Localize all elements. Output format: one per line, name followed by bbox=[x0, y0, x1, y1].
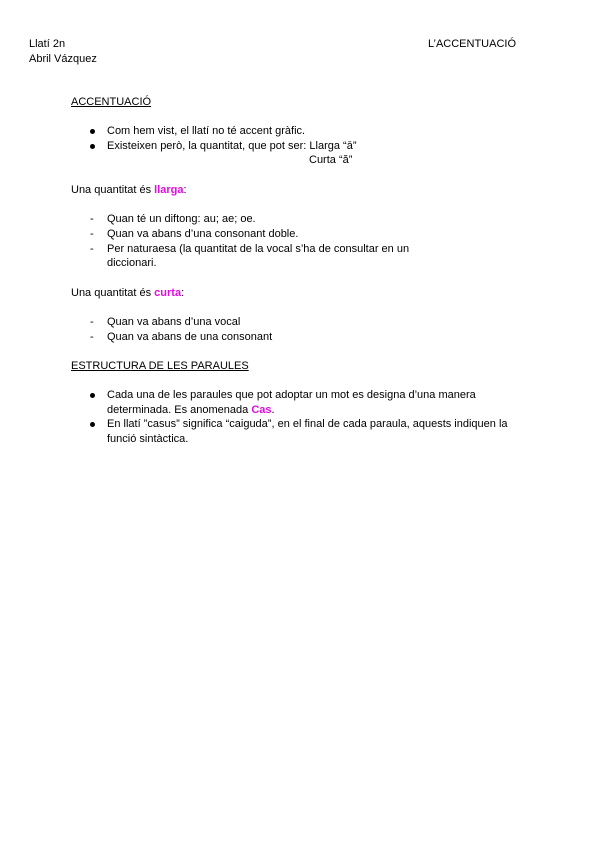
list-item-continuation: funció sintàctica. bbox=[107, 433, 189, 445]
highlight-llarga: llarga bbox=[154, 184, 184, 196]
paragraph-colon: : bbox=[183, 184, 187, 196]
paragraph-llarga bbox=[71, 183, 187, 198]
paragraph-colon: : bbox=[181, 287, 185, 299]
list-item-continuation: diccionari. bbox=[107, 257, 157, 269]
list-item: Existeixen però, la quantitat, que pot ser: Llarga “ā” bbox=[107, 140, 357, 152]
list-item-period: . bbox=[271, 404, 275, 416]
list-item-continuation: Curta “ă” bbox=[309, 154, 353, 166]
section-heading-estructura: ESTRUCTURA DE LES PARAULES bbox=[71, 360, 249, 372]
highlight-curta: curta bbox=[154, 287, 182, 299]
header-subject: Llatí 2n bbox=[29, 38, 66, 50]
paragraph-text: Una quantitat és bbox=[71, 287, 155, 299]
paragraph-curta bbox=[71, 286, 184, 301]
list-item-continuation bbox=[107, 403, 275, 418]
dash-marker: - bbox=[90, 213, 94, 225]
dash-marker: - bbox=[90, 243, 94, 255]
list-item: Quan va abans d’una consonant doble. bbox=[107, 228, 299, 240]
bullet-icon bbox=[90, 129, 95, 134]
dash-marker: - bbox=[90, 316, 94, 328]
section-heading-accentuacio: ACCENTUACIÓ bbox=[71, 96, 152, 108]
list-item: Quan va abans d’una vocal bbox=[107, 316, 241, 328]
list-item: Quan va abans de una consonant bbox=[107, 331, 273, 343]
list-item: En llatí ”casus” significa “caiguda”, en el final de cada paraula, aquests indiquen la bbox=[107, 418, 508, 430]
dash-marker: - bbox=[90, 331, 94, 343]
list-item: Com hem vist, el llatí no té accent gràfic. bbox=[107, 125, 306, 137]
list-item-text: determinada. Es anomenada bbox=[107, 404, 252, 416]
bullet-icon bbox=[90, 422, 95, 427]
paragraph-text: Una quantitat és bbox=[71, 184, 155, 196]
bullet-icon bbox=[90, 144, 95, 149]
dash-marker: - bbox=[90, 228, 94, 240]
document-title: L’ACCENTUACIÓ bbox=[428, 38, 517, 50]
bullet-icon bbox=[90, 393, 95, 398]
header-author: Abril Vázquez bbox=[29, 53, 97, 65]
list-item: Quan té un diftong: au; ae; oe. bbox=[107, 213, 256, 225]
highlight-cas: Cas bbox=[251, 404, 272, 416]
list-item: Per naturaesa (la quantitat de la vocal s’ha de consultar en un bbox=[107, 243, 410, 255]
list-item: Cada una de les paraules que pot adoptar un mot es designa d’una manera bbox=[107, 389, 476, 401]
